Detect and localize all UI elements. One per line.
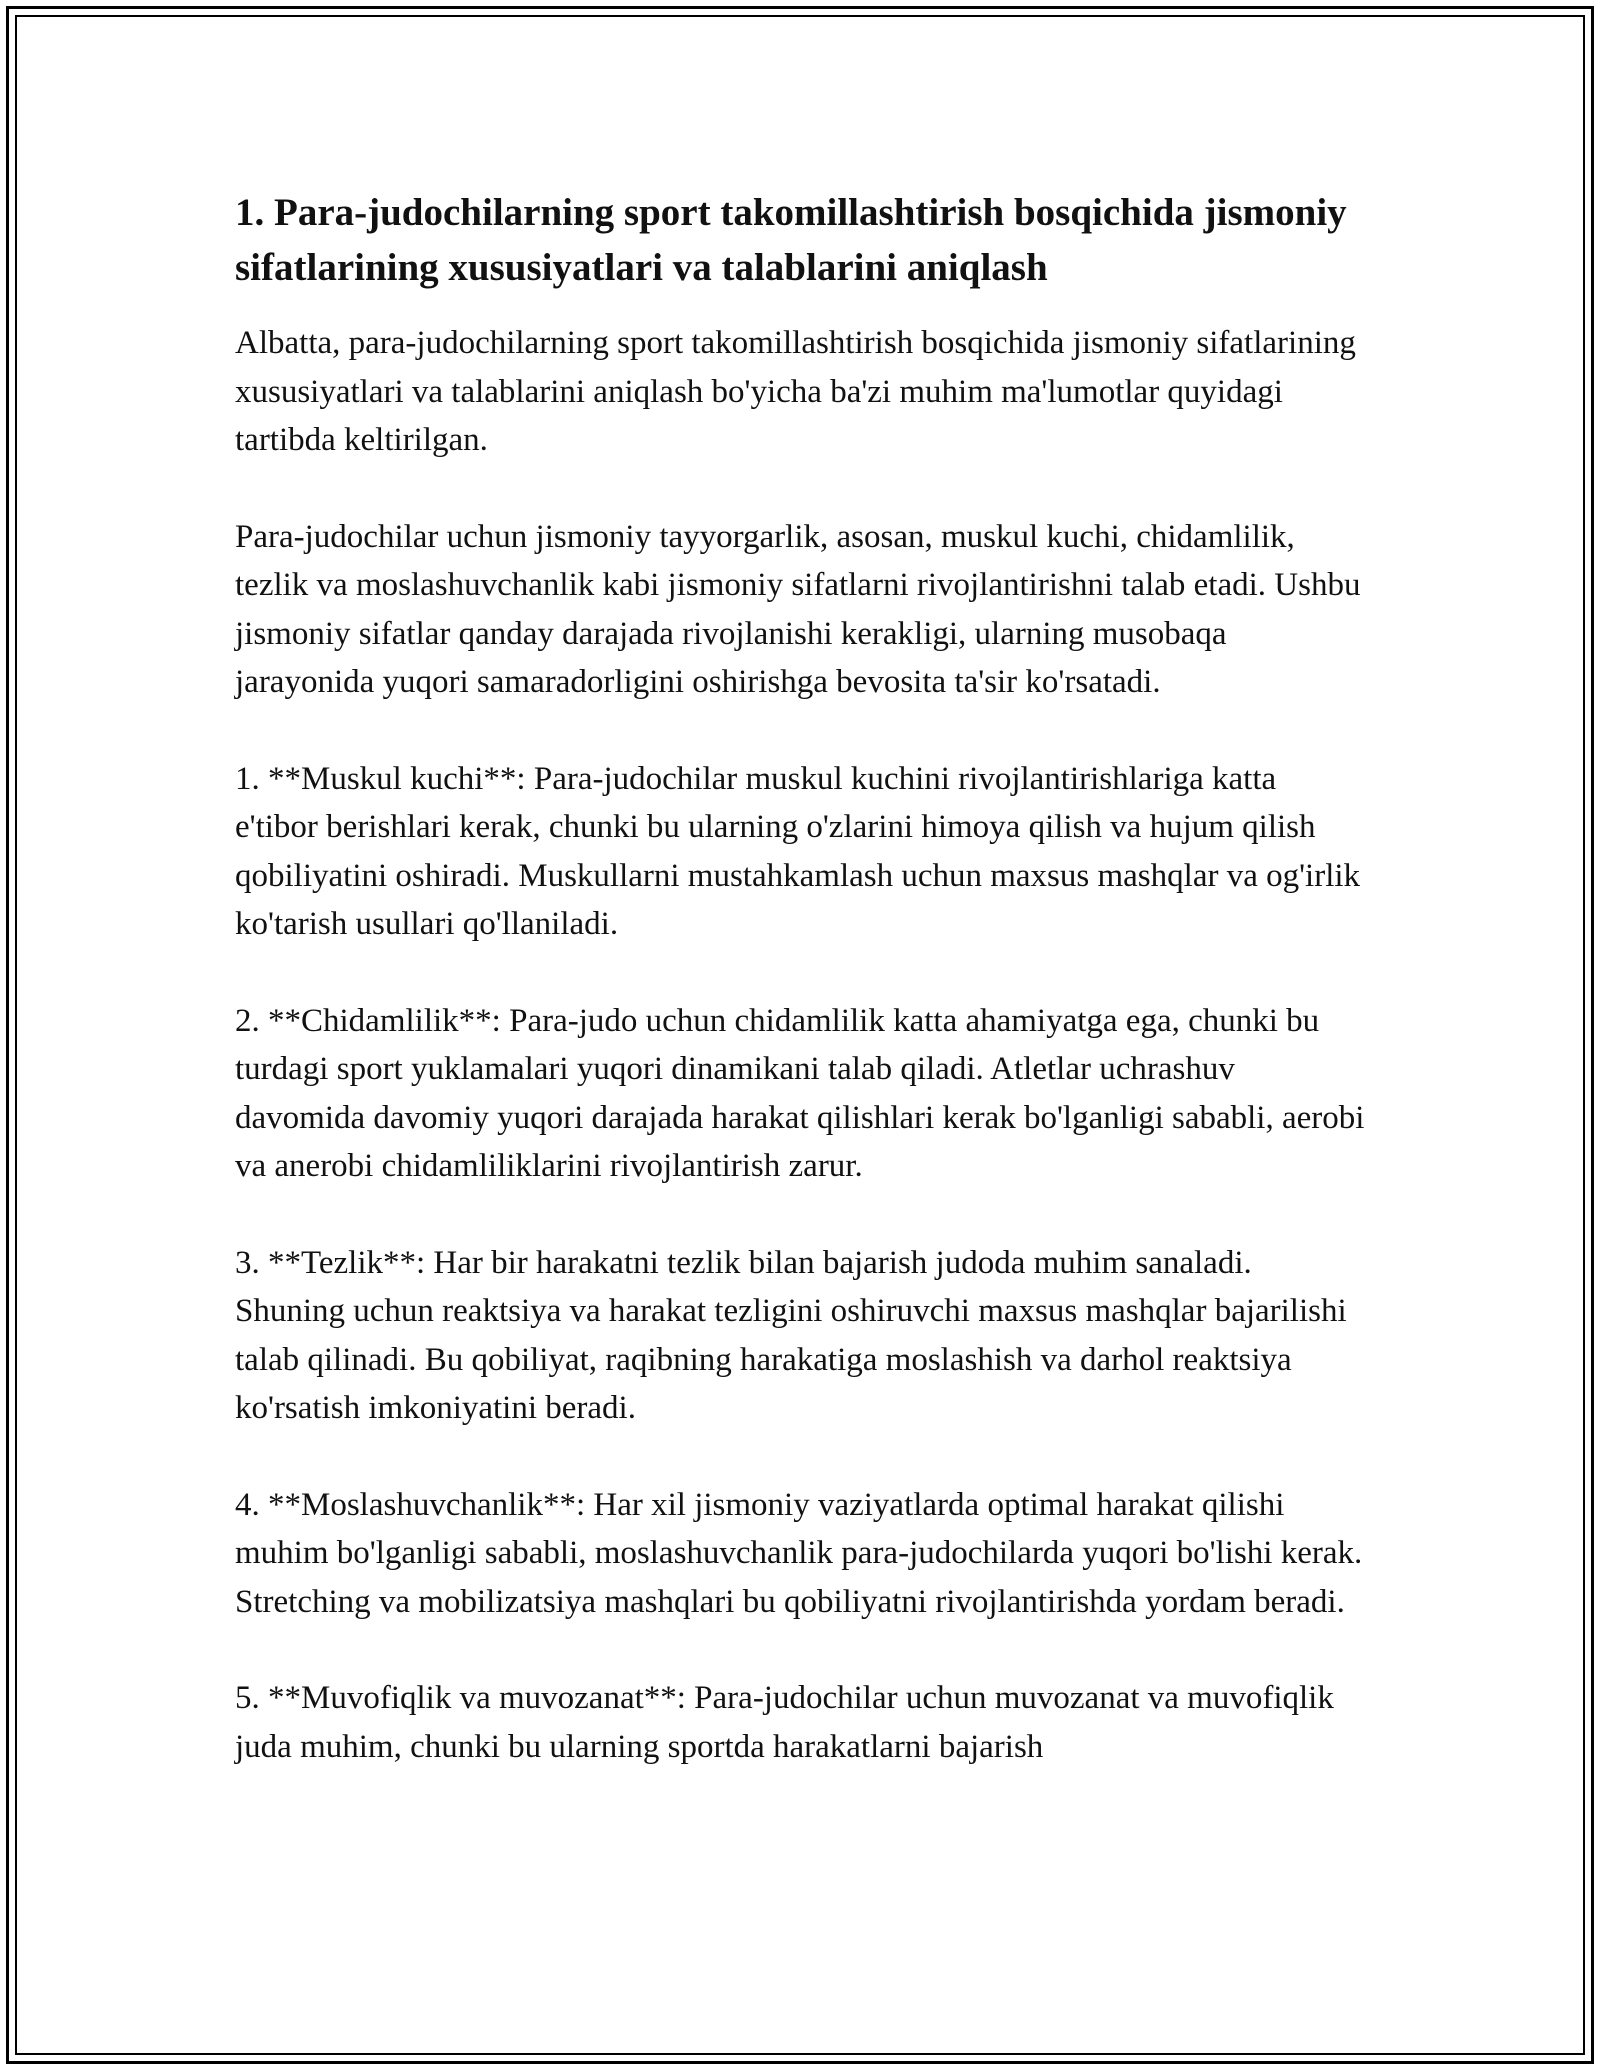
document-title: 1. Para-judochilarning sport takomillashtirish bosqichida jismoniy sifatlarining xususiyatlari va talablarini aniqlash	[235, 191, 1347, 289]
list-item-muscle-strength: 1. **Muskul kuchi**: Para-judochilar muskul kuchini rivojlantirishlariga katta e'tibor berishlari kerak, chunki bu ularning o'zlarini himoya qilish va hujum qilish qobiliyatini oshiradi. Muskullarni mustahkamlash uchun maxsus mashqlar va og'irlik ko'tarish usullari qo'llaniladi.	[235, 760, 1361, 942]
list-item-flexibility: 4. **Moslashuvchanlik**: Har xil jismoniy vaziyatlarda optimal harakat qilishi muhim bo'lganligi sababli, moslashuvchanlik para-judochilarda yuqori bo'lishi kerak. Stretching va mobilizatsiya mashqlari bu qobiliyatni rivojlantirishda yordam beradi.	[235, 1486, 1363, 1620]
list-item-speed: 3. **Tezlik**: Har bir harakatni tezlik bilan bajarish judoda muhim sanaladi. Shuning uchun reaktsiya va harakat tezligini oshiruvchi maxsus mashqlar bajarilishi talab qilinadi. Bu qobiliyat, raqibning harakatiga moslashish va darhol reaktsiya ko'rsatish imkoniyatini beradi.	[235, 1244, 1347, 1426]
paragraph-overview: Para-judochilar uchun jismoniy tayyorgarlik, asosan, muskul kuchi, chidamlilik, tezlik va moslashuvchanlik kabi jismoniy sifatlarni rivojlantirishni talab etadi. Ushbu jismoniy sifatlar qanday darajada rivojlanishi kerakligi, ularning musobaqa jarayonida yuqori samaradorligini oshirishga bevosita ta'sir ko'rsatadi.	[235, 518, 1361, 700]
document-body	[235, 185, 1365, 1819]
list-item-coordination-balance: 5. **Muvofiqlik va muvozanat**: Para-judochilar uchun muvozanat va muvofiqlik juda muhim, chunki bu ularning sportda harakatlarni bajarish	[235, 1680, 1334, 1765]
paragraph-intro: Albatta, para-judochilarning sport takomillashtirish bosqichida jismoniy sifatlarining xususiyatlari va talablarini aniqlash bo'yicha ba'zi muhim ma'lumotlar quyidagi tartibda keltirilgan.	[235, 325, 1356, 458]
list-item-endurance: 2. **Chidamlilik**: Para-judo uchun chidamlilik katta ahamiyatga ega, chunki bu turdagi sport yuklamalari yuqori dinamikani talab qiladi. Atletlar uchrashuv davomida davomiy yuqori darajada harakat qilishlari kerak bo'lganligi sababli, aerobi va anerobi chidamliliklarini rivojlantirish zarur.	[235, 1002, 1365, 1184]
